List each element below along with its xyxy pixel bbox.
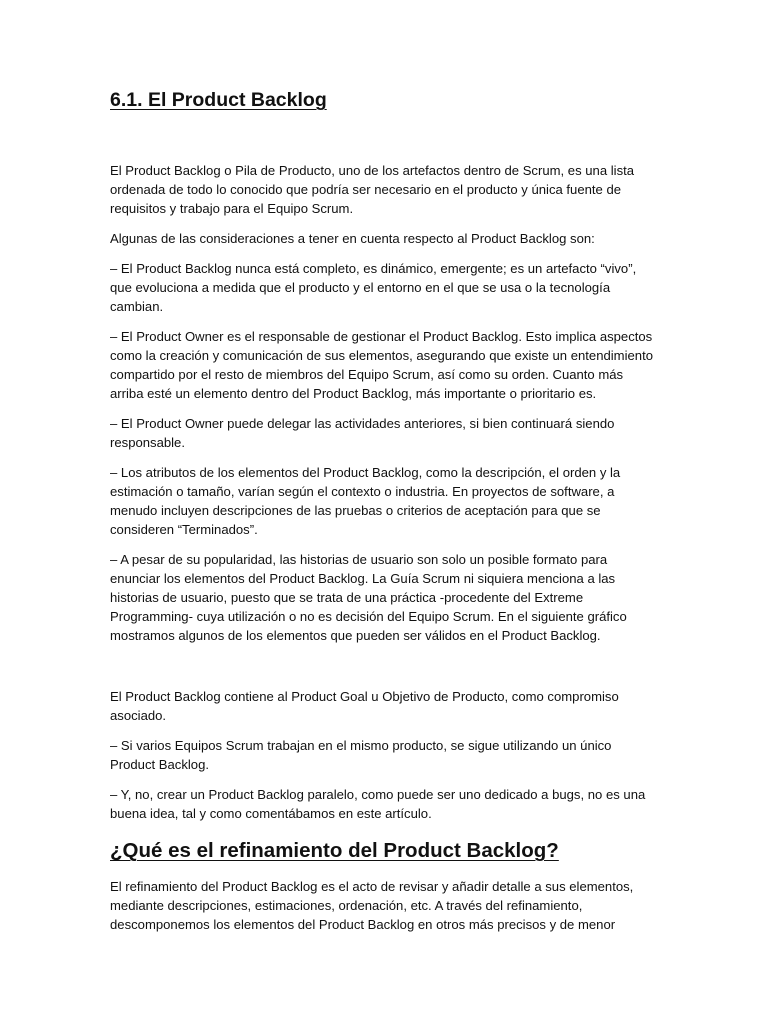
figure-gap — [110, 656, 660, 687]
list-paragraph: – Los atributos de los elementos del Product Backlog, como la descripción, el orden y la estimación o tamaño, varían según el contexto o industria. En proyectos de software, a menudo incluyen descripciones de las pruebas o criterios de aceptación para que se consideren “Terminados”. — [110, 465, 621, 537]
list-paragraph: – El Product Owner puede delegar las actividades anteriores, si bien continuará siendo responsable. — [110, 416, 615, 450]
document-page — [110, 86, 660, 945]
paragraph: Algunas de las consideraciones a tener en cuenta respecto al Product Backlog son: — [110, 231, 595, 246]
subsection-heading: ¿Qué es el refinamiento del Product Backlog? — [110, 839, 559, 862]
paragraph: El refinamiento del Product Backlog es el acto de revisar y añadir detalle a sus elementos, mediante descripciones, estimaciones, ordenación, etc. A través del refinamiento, descomponemos los elementos del Product Backlog en otros más precisos y de menor — [110, 879, 634, 932]
paragraph: El Product Backlog contiene al Product Goal u Objetivo de Producto, como compromiso asociado. — [110, 689, 619, 723]
list-paragraph: – El Product Owner es el responsable de gestionar el Product Backlog. Esto implica aspectos como la creación y comunicación de sus elementos, asegurando que existe un entendimiento compartido por el resto de miembros del Equipo Scrum, así como su orden. Cuanto más arriba esté un elemento dentro del Product Backlog, más importante o prioritario es. — [110, 329, 653, 401]
paragraph: El Product Backlog o Pila de Producto, uno de los artefactos dentro de Scrum, es una lista ordenada de todo lo conocido que podría ser necesario en el producto y única fuente de requisitos y trabajo para el Equipo Scrum. — [110, 163, 635, 216]
list-paragraph: – A pesar de su popularidad, las historias de usuario son solo un posible formato para enunciar los elementos del Product Backlog. La Guía Scrum ni siquiera menciona a las historias de usuario, puesto que se trata de una práctica -procedente del Extreme Programming- cuya utilización o no es decisión del Equipo Scrum. En el siguiente gráfico mostramos algunos de los elementos que pueden ser válidos en el Product Backlog. — [110, 552, 627, 643]
list-paragraph: – Si varios Equipos Scrum trabajan en el mismo producto, se sigue utilizando un único Product Backlog. — [110, 738, 612, 772]
section-heading: 6.1. El Product Backlog — [110, 89, 327, 111]
list-paragraph: – El Product Backlog nunca está completo, es dinámico, emergente; es un artefacto “vivo”, que evoluciona a medida que el producto y el entorno en el que se usa o la tecnología cambian. — [110, 261, 637, 314]
list-paragraph: – Y, no, crear un Product Backlog paralelo, como puede ser uno dedicado a bugs, no es una buena idea, tal y como comentábamos en este artículo. — [110, 787, 646, 821]
